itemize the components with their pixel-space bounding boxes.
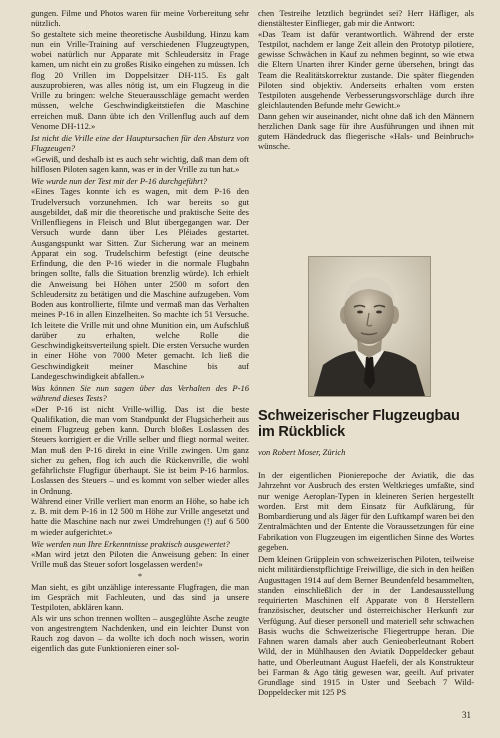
interview-answer: Während einer Vrille verliert man enorm an Höhe, so habe ich z. B. mit dem P-16 in 12 500 m Höhe zur Vrille angesetzt und hatte die Maschine nach nur zwei Umdrehungen (!) auf 6 500 m wieder aufgerichtet.»	[31, 495, 249, 537]
right-column-article	[258, 470, 474, 698]
paragraph: Dann gehen wir auseinander, nicht ohne daß ich den Männern herzlichen Dank sage für ihre Ausführungen und ihnen mit gutem Händedruck das fliegerische «Hals- und Beinbruch» wünsche.	[258, 110, 474, 152]
section-divider: *	[137, 570, 143, 581]
author-portrait-photo	[308, 256, 431, 397]
left-column	[31, 8, 249, 654]
article-byline: von Robert Moser, Zürich	[258, 447, 346, 457]
article-heading: Schweizerischer Flugzeugbau im Rückblick	[258, 408, 460, 440]
paragraph: Dem kleinen Grüpplein von schweizerischen Piloten, teilweise nicht militärdienstpflichtige Freiwillige, die sich in den heißen Augusttagen 1914 auf dem Berner Beundenfeld besammelten, standen einschließlich der in der Landesausstellung requirierten Maschinen elf Apparate von 8 Herstellern französischer, deutscher und österreichischer Herkunft zur Verfügung. Auf dieser personell und materiell sehr schwachen Basis wuchs die Schweizerische Fliegertruppe heran. Die Fahnen waren damals aber auch Genieoberleutnant Robert Wild, der in Mühlhausen den Aviatik Doppeldecker gebaut hatte, und Oberleutnant August Haefeli, der als Konstrukteur bei Farman & Ago tätig gewesen war, geeilt. Auf privater Grundlage sind 1915 in Uster und Seebach 7 Wild-Doppeldecker mit 125 PS	[258, 554, 474, 698]
paragraph: Als wir uns schon trennen wollten – ausgeglühte Asche zeugte von angestrengtem Nachdenken, und ein leichter Dunst von Rauch zog davon – da wollte ich doch noch wissen, worin eigentlich das gute Funktionieren einer sol-	[31, 612, 249, 654]
paragraph: gungen. Filme und Photos waren für meine Vorbereitung sehr nützlich.	[31, 8, 249, 29]
right-column-top	[258, 8, 474, 152]
interview-question: Ist nicht die Vrille eine der Hauptursachen für den Absturz von Flugzeugen?	[31, 133, 249, 154]
paragraph: Man sieht, es gibt unzählige interessante Flugfragen, die man im Gespräch mit Fachleuten, und das sind ja unsere Testpiloten, abklären kann.	[31, 581, 249, 613]
interview-question: Wie werden nun Ihre Erkenntnisse praktisch ausgewertet?	[31, 538, 230, 549]
interview-answer: «Man wird jetzt den Piloten die Anweisung geben: In einer Vrille muß das Steuer sofort losgelassen werden!»	[31, 549, 249, 570]
interview-answer: «Der P-16 ist nicht Vrille-willig. Das ist die beste Qualifikation, die man vom Standpunkt der Flugsicherheit aus einem Flugzeug geben kann. Durch bloßes Loslassen des Steuers korrigiert er die Vrille selber und fliegt normal weiter. Man muß den P-16 direkt in eine Vrille zwingen. Um ganz sicher zu gehen, flog ich auch die Rückenvrille, die wohl gefährlichste Flugfigur überhaupt. Sie ist beim P-16 harmlos. Loslassen des Steuers – und es kommt von selber wieder alles in Ordnung.	[31, 403, 249, 496]
interview-answer: «Das Team ist dafür verantwortlich. Während der erste Testpilot, nachdem er lange Zeit allein den Prototyp pilotiere, gewisse Schwächen in Kauf zu nehmen beginnt, so wie etwa die Eltern Unarten ihrer Kinder gerne übersehen, bringt das Team die Realitätskorrektur zustande. Die später fliegenden Piloten sind objektiv. Anderseits erhalten vom ersten Testpiloten ausgehende Verbesserungsvorschläge durch ihre gleichlautenden Befunde mehr Gewicht.»	[258, 28, 474, 111]
interview-question: Was können Sie nun sagen über das Verhalten des P-16 während dieses Tests?	[31, 383, 249, 404]
paragraph: chen Testreihe letztlich begründet sei? Herr Häfliger, als dienstältester Einflieger, gab mir die Antwort:	[258, 8, 474, 29]
paragraph: So gestaltete sich meine theoretische Ausbildung. Hinzu kam nun ein Vrille-Training auf verschiedenen Flugzeugtypen, wobei natürlich nur Apparate mit Schleudersitz in Frage kamen, um nicht ein zu großes Risiko eingehen zu müssen. Ich flog 20 Vrillen im Doppelsitzer DH-115. Es galt auszuprobieren, was alles nötig ist, um ein Flugzeug in die Vrille zu bringen: welche Steuerausschläge gemacht werden müssen, welche Geschwindigkeitstiefen die Maschine erreichen muß. Dann übte ich den Vrillenflug auch auf dem Venome DH-112.»	[31, 28, 249, 131]
interview-answer: «Eines Tages konnte ich es wagen, mit dem P-16 den Trudelversuch vorzunehmen. Ich war bereits so gut ausgebildet, daß mir die theoretische und praktische Seite des Vrillenfliegens in Fleisch und Blut übergegangen war. Der Versuch wurde dann über Les Pléiades gestartet. Ausgangspunkt war Sitten. Zur Sicherung war an meinem Apparat ein sog. Trudelschirm befestigt (eine deutsche Erfindung, die den P-16 wieder in die normale Flugbahn bringen sollte, falls die Situation brenzlig würde). Ich erhielt die Anweisung bei Höhen unter 2500 m sofort den Schleudersitz zu betätigen und die Maschine aufzugeben. Vom Boden aus kontrollierte, filmte und vermaß man das Verhalten meines P-16 in allen Einzelheiten. So machte ich 51 Versuche. Ich leitete die Vrille mit und ohne Munition ein, um Aufschluß darüber zu erhalten, welche Rolle die Geschwindigkeitsverteilung spielt. Die ersten Versuche wurden in einer Höhe von 7000 Meter gemacht. Ich ließ die Geschwindigkeit meiner Maschine bis auf Landegeschwindigkeit abfallen.»	[31, 186, 249, 381]
interview-question: Wie wurde nun der Test mit der P-16 durchgeführt?	[31, 176, 208, 186]
portrait-illustration	[309, 257, 430, 396]
page-number: 31	[462, 710, 471, 720]
interview-answer: «Gewiß, und deshalb ist es auch sehr wichtig, daß man dem oft hilflosen Piloten sagen kann, was er in der Vrille zu tun hat.»	[31, 153, 249, 174]
paragraph: In der eigentlichen Pionierepoche der Aviatik, die das Jahrzehnt vor Ausbruch des ersten Weltkrieges umfaßte, sind nur wenige Aeroplan-Typen in kleineren Serien hergestellt worden. Erst mit dem Einsatz für Aufklärung, für Bombardierung und als Jäger für den Luftkampf waren bei den Zentralmächten und der Entente die Voraussetzungen für eine Fabrikation von Flugzeugen im eigentlichen Sinne des Wortes gegeben.	[258, 470, 474, 552]
